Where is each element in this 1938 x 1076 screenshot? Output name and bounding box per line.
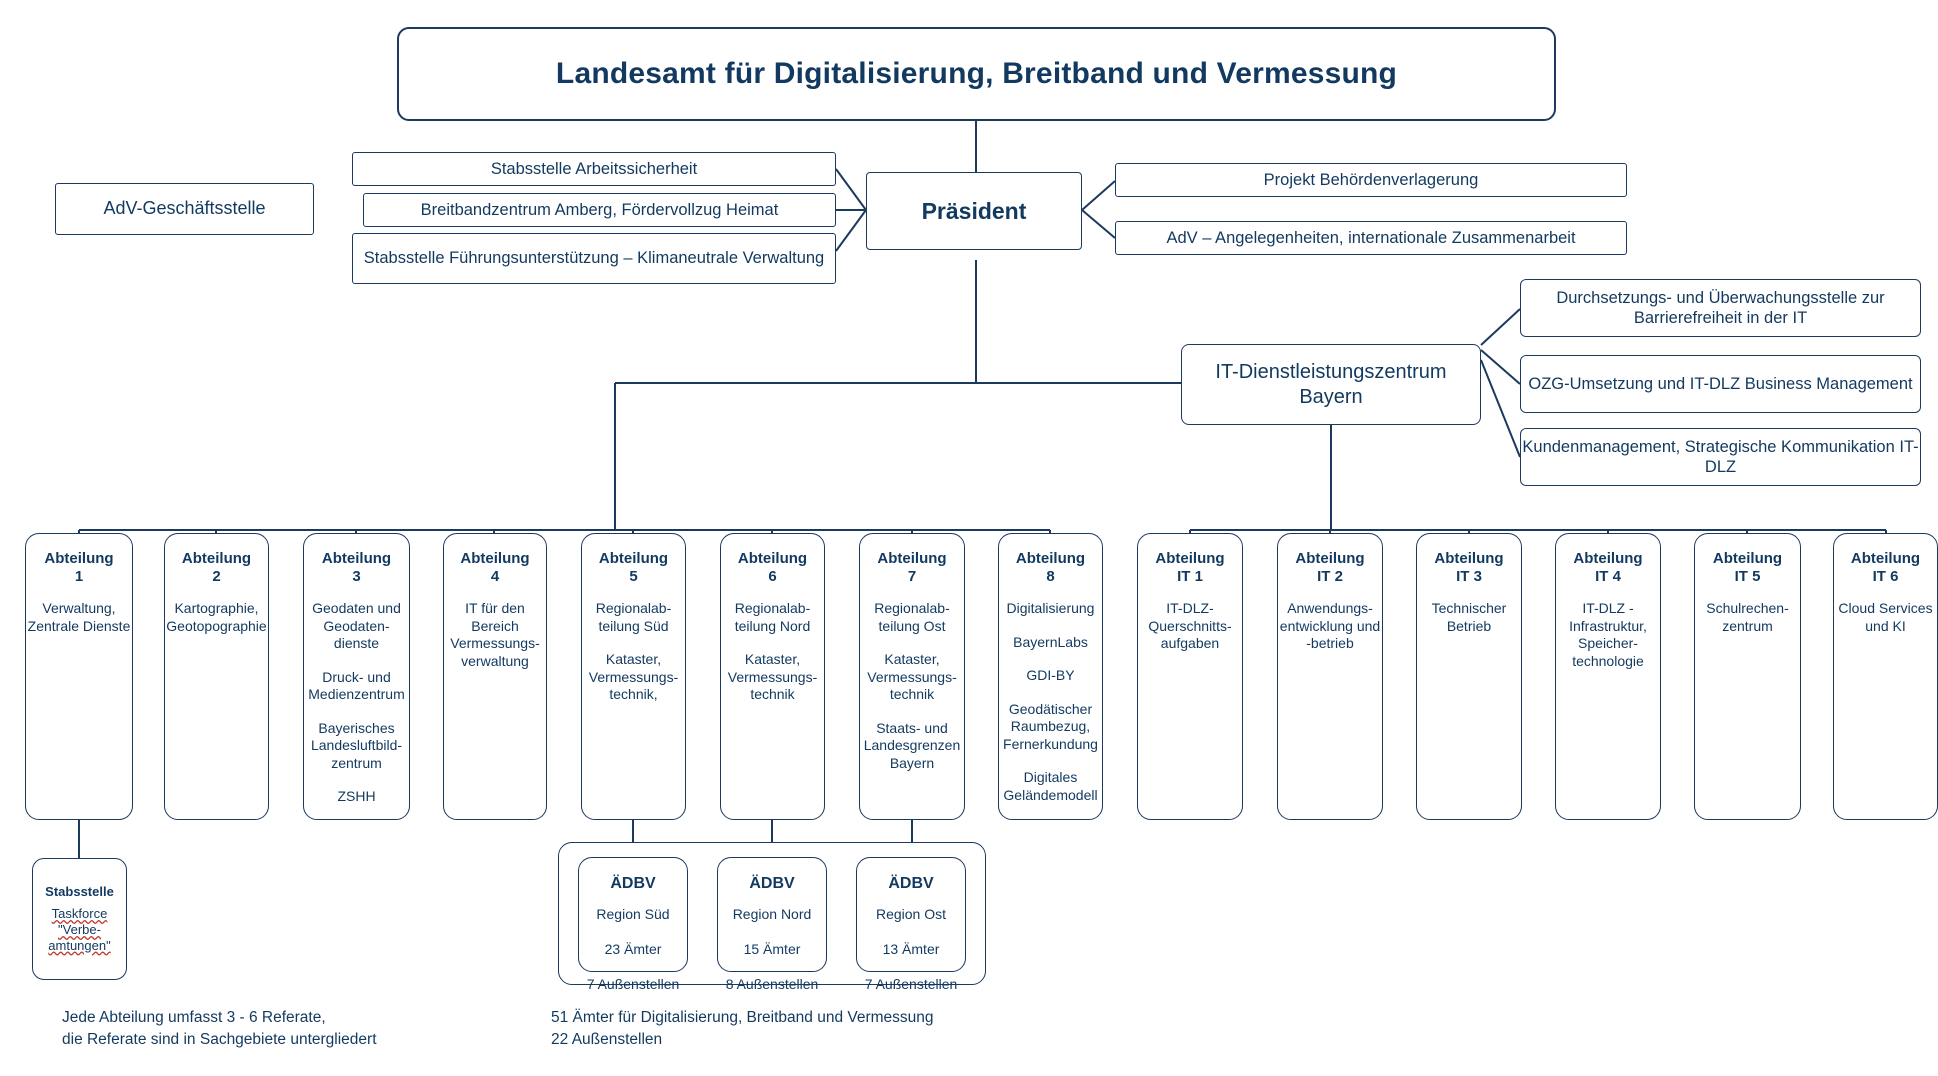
adbv-body: [726, 906, 819, 993]
department-line: Druck- und Medienzentrum: [308, 668, 405, 702]
attached-label: Kundenmanagement, Strategische Kommunikation IT-DLZ: [1522, 437, 1919, 476]
adbv-body: [865, 906, 958, 993]
staff-box-adv-angelegenheiten: [1115, 221, 1627, 255]
page-title-text: Landesamt für Digitalisierung, Breitband und Vermessung: [555, 56, 1398, 90]
adbv-box: [856, 857, 966, 992]
department-line: Kataster, Vermessungs-technik,: [588, 651, 679, 702]
department-line: Kataster, Vermessungs-technik: [727, 651, 818, 702]
department-head: Abteilung 8: [1015, 550, 1086, 585]
department-body: [1556, 600, 1660, 670]
adbv-box: [578, 857, 688, 992]
department-body: [26, 600, 132, 635]
department-box: [1416, 533, 1522, 820]
department-head: Abteilung 3: [321, 550, 392, 585]
attached-label: OZG-Umsetzung und IT-DLZ Business Management: [1528, 374, 1913, 393]
department-box: [720, 533, 825, 820]
staff-label: Breitbandzentrum Amberg, Fördervollzug Heimat: [420, 200, 779, 219]
department-box: [1694, 533, 1801, 820]
department-line: Kataster, Vermessungs-technik: [867, 651, 957, 702]
note-center: [551, 1007, 1071, 1052]
taskforce-head: Stabsstelle: [45, 884, 114, 900]
department-box: [1277, 533, 1383, 820]
adbv-branches: 7 Außenstellen: [586, 975, 680, 992]
department-line: Technischer Betrieb: [1431, 600, 1507, 634]
department-line: Regionalab-teilung Süd: [595, 600, 672, 634]
department-head: Abteilung 7: [877, 550, 947, 585]
department-line: Digitales Geländemodell: [1003, 769, 1098, 803]
staff-box-breitbandzentrum: [363, 193, 836, 227]
department-head: Abteilung IT 1: [1155, 550, 1225, 585]
adv-geschaeftsstelle-label: AdV-Geschäftsstelle: [103, 198, 266, 219]
department-box: [998, 533, 1103, 820]
department-line: IT für den Bereich Vermessungs-verwaltung: [450, 600, 540, 669]
department-line: Staats- und Landesgrenzen Bayern: [863, 719, 961, 771]
taskforce-line-1: Taskforce: [51, 906, 108, 922]
department-line: ZSHH: [337, 788, 376, 804]
department-body: [165, 600, 268, 635]
department-line: Anwendungs-entwicklung und -betrieb: [1279, 600, 1381, 651]
note-center-line-2: 22 Außenstellen: [551, 1031, 663, 1049]
adbv-head: ÄDBV: [888, 875, 934, 892]
it-dlz-box: [1181, 344, 1481, 425]
department-head: Abteilung IT 5: [1712, 550, 1783, 585]
adbv-offices: 13 Ämter: [882, 940, 940, 957]
adbv-branches: 7 Außenstellen: [864, 975, 958, 992]
adbv-region: Region Ost: [875, 905, 947, 922]
staff-box-fuehrungsunterstuetzung: [352, 233, 836, 284]
department-box: [581, 533, 686, 820]
it-dlz-attached-kundenmanagement: [1520, 428, 1921, 486]
department-line: Geodaten und Geodaten-dienste: [312, 600, 401, 651]
department-box: [1833, 533, 1938, 820]
department-line: IT-DLZ - Infrastruktur, Speicher-technologie: [1569, 600, 1647, 669]
department-body: [999, 600, 1102, 804]
adbv-offices: 23 Ämter: [604, 940, 662, 957]
department-line: GDI-BY: [1026, 667, 1075, 683]
taskforce-box: [32, 858, 127, 980]
department-line: Verwaltung, Zentrale Dienste: [27, 600, 131, 634]
department-body: [444, 600, 546, 670]
president-label: Präsident: [921, 197, 1027, 224]
department-line: Cloud Services und KI: [1838, 600, 1933, 634]
adv-geschaeftsstelle-box: [55, 183, 314, 235]
department-body: [1138, 600, 1242, 653]
department-head: Abteilung 4: [460, 550, 530, 585]
department-line: Bayerisches Landesluftbild-zentrum: [310, 719, 403, 771]
adbv-head: ÄDBV: [610, 875, 656, 892]
staff-label: Projekt Behördenverlagerung: [1263, 170, 1479, 189]
department-head: Abteilung 1: [44, 550, 114, 585]
department-body: [304, 600, 409, 806]
department-box: [859, 533, 965, 820]
department-box: [164, 533, 269, 820]
adbv-box: [717, 857, 827, 992]
adbv-branches: 8 Außenstellen: [725, 975, 819, 992]
department-line: Geodätischer Raumbezug, Fernerkundung: [1003, 700, 1098, 752]
note-left: [62, 1007, 482, 1052]
staff-box-arbeitssicherheit: [352, 152, 836, 186]
it-dlz-attached-barrierefreiheit: [1520, 279, 1921, 337]
department-head: Abteilung IT 2: [1295, 550, 1365, 585]
department-head: Abteilung IT 6: [1850, 550, 1921, 585]
staff-label: Stabsstelle Führungsunterstützung – Klimaneutrale Verwaltung: [363, 249, 825, 268]
department-body: [1417, 600, 1521, 635]
department-head: Abteilung 5: [598, 550, 669, 585]
it-dlz-attached-ozg: [1520, 355, 1921, 413]
department-body: [860, 600, 964, 772]
department-box: [1555, 533, 1661, 820]
note-center-line-1: 51 Ämter für Digitalisierung, Breitband und Vermessung: [551, 1009, 934, 1026]
department-line: Schulrechen-zentrum: [1706, 600, 1789, 634]
attached-label: Durchsetzungs- und Überwachungsstelle zur Barrierefreiheit in der IT: [1556, 288, 1885, 327]
department-head: Abteilung 6: [737, 550, 808, 585]
department-line: IT-DLZ-Querschnitts-aufgaben: [1148, 600, 1232, 651]
taskforce-line-2: "Verbe-: [58, 922, 101, 937]
department-body: [582, 600, 685, 704]
department-line: BayernLabs: [1013, 633, 1088, 650]
taskforce-line-3: amtungen": [48, 937, 111, 953]
department-head: Abteilung IT 3: [1434, 550, 1504, 585]
note-left-line-2: die Referate sind in Sachgebiete untergliedert: [62, 1031, 377, 1049]
department-box: [25, 533, 133, 820]
department-box: [303, 533, 410, 820]
department-line: Kartographie, Geotopographie: [166, 600, 267, 634]
department-head: Abteilung IT 4: [1573, 550, 1643, 585]
department-body: [721, 600, 824, 704]
department-line: Digitalisierung: [1006, 600, 1095, 616]
department-line: Regionalab-teilung Ost: [874, 600, 950, 634]
department-box: [1137, 533, 1243, 820]
department-body: [1278, 600, 1382, 653]
adbv-offices: 15 Ämter: [743, 940, 801, 957]
adbv-region: Region Süd: [596, 905, 670, 922]
president-box: [866, 172, 1082, 250]
note-left-line-1: Jede Abteilung umfasst 3 - 6 Referate,: [62, 1009, 326, 1026]
adbv-region: Region Nord: [732, 905, 812, 922]
adbv-head: ÄDBV: [749, 875, 795, 892]
department-line: Regionalab-teilung Nord: [734, 600, 811, 634]
department-body: [1695, 600, 1800, 635]
staff-label: AdV – Angelegenheiten, internationale Zusammenarbeit: [1166, 228, 1576, 247]
adbv-body: [587, 906, 680, 993]
staff-box-behoerdenverlagerung: [1115, 163, 1627, 197]
department-head: Abteilung 2: [181, 550, 252, 585]
department-box: [443, 533, 547, 820]
page-title: [397, 27, 1556, 121]
it-dlz-label: IT-Dienstleistungszentrum Bayern: [1215, 361, 1447, 408]
department-body: [1834, 600, 1937, 635]
staff-label: Stabsstelle Arbeitssicherheit: [490, 159, 698, 178]
